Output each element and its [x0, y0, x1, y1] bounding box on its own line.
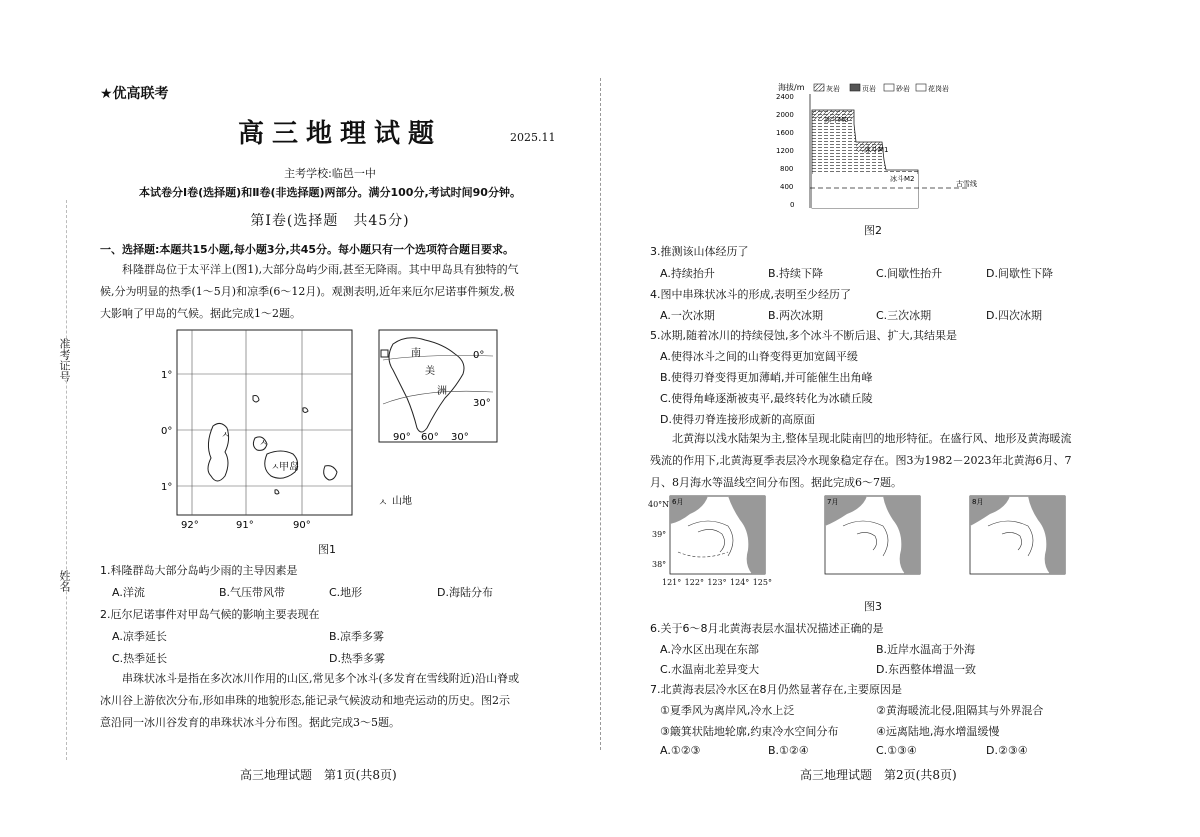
q7-item-1: ①夏季风为离岸风,冷水上泛	[660, 704, 795, 717]
q1-option-c[interactable]: C.地形	[329, 586, 363, 599]
name-label: 姓名	[58, 570, 71, 592]
island	[253, 396, 259, 403]
instructions: 本试卷分Ⅰ卷(选择题)和Ⅱ卷(非选择题)两部分。满分100分,考试时间90分钟。	[139, 186, 521, 199]
fig3-month-june: 6月	[672, 498, 684, 506]
fig3-axis-labels	[648, 492, 1098, 592]
fig2-legend-granite: 花岗岩	[928, 85, 949, 93]
fig2-y-0: 0	[790, 201, 795, 209]
q1-option-a[interactable]: A.洋流	[112, 586, 145, 599]
fig2-y-1200: 1200	[776, 147, 794, 155]
q1-option-d[interactable]: D.海陆分布	[437, 586, 493, 599]
fig3-lon-125: 125°	[752, 578, 772, 587]
passage-line: 月、8月海水等温线空间分布图。据此完成6～7题。	[650, 476, 902, 489]
fig3-month-july: 7月	[827, 498, 839, 506]
fig3-lon-124: 124°	[730, 578, 750, 587]
fig3-lon-123: 123°	[707, 578, 727, 587]
q1-option-b[interactable]: B.气压带风带	[219, 586, 286, 599]
inset-label-nan: 南	[411, 348, 421, 359]
passage-line: 意沿同一冰川谷发育的串珠状冰斗分布图。据此完成3～5题。	[100, 716, 400, 729]
q5-option-a[interactable]: A.使得冰斗之间的山脊变得更加宽阔平缓	[660, 350, 858, 363]
fig2-y-2000: 2000	[776, 111, 794, 119]
page-title: 高三地理试题	[238, 119, 443, 149]
exam-date: 2025.11	[510, 131, 556, 144]
passage-line: 串珠状冰斗是指在多次冰川作用的山区,常见多个冰斗(多发育在雪线附近)沿山脊或	[122, 672, 520, 685]
question-6-stem: 6.关于6～8月北黄海表层水温状况描述正确的是	[650, 622, 884, 635]
q4-option-a[interactable]: A.一次冰期	[660, 309, 715, 322]
passage-line: 北黄海以浅水陆架为主,整体呈现北陡南凹的地形特征。在盛行风、地形及黄海暖流	[672, 432, 1072, 445]
figure-2-caption: 图2	[864, 224, 882, 237]
island	[303, 408, 308, 413]
passage-line: 残流的作用下,北黄海夏季表层冷水现象稳定存在。图3为1982－2023年北黄海6月、7	[650, 454, 1072, 467]
fig1-lat-0: 0°	[161, 426, 173, 437]
q2-option-c[interactable]: C.热季延长	[112, 652, 168, 665]
island	[324, 466, 337, 480]
fig2-legend-sandstone: 砂岩	[896, 85, 910, 93]
q6-option-a[interactable]: A.冷水区出现在东部	[660, 643, 759, 656]
passage-1	[100, 259, 565, 325]
question-1-stem: 1.科隆群岛大部分岛屿少雨的主导因素是	[100, 564, 298, 577]
q7-option-b[interactable]: B.①②④	[768, 744, 809, 757]
exam-id-label: 准考证号	[58, 338, 71, 382]
fig2-cirque-m2: 冰斗M2	[890, 175, 915, 183]
q2-option-a[interactable]: A.凉季延长	[112, 630, 167, 643]
part-heading: 第Ⅰ卷(选择题 共45分)	[250, 213, 410, 229]
q3-option-d[interactable]: D.间歇性下降	[986, 267, 1053, 280]
inset-label-mei: 美	[425, 366, 435, 377]
q3-option-b[interactable]: B.持续下降	[768, 267, 824, 280]
q7-option-c[interactable]: C.①③④	[876, 744, 917, 757]
fig2-y-axis-label: 海拔/m	[778, 83, 805, 92]
q5-option-d[interactable]: D.使得刃脊连接形成新的高原面	[660, 413, 815, 426]
fig3-lon-row	[662, 578, 772, 587]
figure-2-profile	[770, 80, 1000, 220]
fig2-y-400: 400	[780, 183, 794, 191]
fig2-snowline-label: 古雪线	[956, 180, 977, 188]
question-7-stem: 7.北黄海表层冷水区在8月仍然显著存在,主要原因是	[650, 683, 902, 696]
passage-line: 大影响了甲岛的气候。据此完成1～2题。	[100, 307, 301, 320]
q7-item-4: ④远离陆地,海水增温缓慢	[876, 725, 1000, 738]
fig2-legend-limestone: 灰岩	[826, 85, 840, 93]
q4-option-b[interactable]: B.两次冰期	[768, 309, 824, 322]
question-3-stem: 3.推测该山体经历了	[650, 245, 749, 258]
q4-option-d[interactable]: D.四次冰期	[986, 309, 1042, 322]
host-school: 主考学校:临邑一中	[284, 167, 376, 180]
passage-line: 候,分为明显的热季(1～5月)和凉季(6～12月)。观测表明,近年来厄尔尼诺事件频发,极	[100, 285, 515, 298]
passage-line: 科隆群岛位于太平洋上(图1),大部分岛屿少雨,甚至无降雨。其中甲岛具有独特的气	[122, 263, 519, 276]
fig2-y-1600: 1600	[776, 129, 794, 137]
question-4-stem: 4.图中串珠状冰斗的形成,表明至少经历了	[650, 288, 851, 301]
section-heading: 一、选择题:本题共15小题,每小题3分,共45分。每小题只有一个选项符合题目要求。	[100, 243, 515, 256]
island	[275, 490, 279, 494]
fig2-cirque-m1: 冰斗M1	[864, 146, 889, 154]
svg-text:ㅅ: ㅅ	[271, 463, 280, 473]
inset-lat-30: 30°	[473, 398, 491, 409]
q6-option-b[interactable]: B.近岸水温高于外海	[876, 643, 976, 656]
q7-item-3: ③簸箕状陆地轮廓,约束冷水空间分布	[660, 725, 839, 738]
question-5-stem: 5.冰期,随着冰川的持续侵蚀,多个冰斗不断后退、扩大,其结果是	[650, 329, 957, 342]
fig2-legend-shale: 页岩	[862, 85, 876, 93]
footer-left: 高三地理试题 第1页(共8页)	[240, 768, 397, 782]
q7-item-2: ②黄海暖流北侵,阻隔其与外界混合	[876, 704, 1044, 717]
fig3-lat-38: 38°	[652, 560, 667, 569]
fig1-lat-1s: 1°	[161, 482, 173, 493]
inset-lon-30: 30°	[451, 432, 469, 443]
fig1-lon-92: 92°	[181, 520, 199, 531]
q5-option-c[interactable]: C.使得角峰逐渐被夷平,最终转化为冰碛丘陵	[660, 392, 873, 405]
fig2-y-2400: 2400	[776, 93, 794, 101]
fig1-lon-90: 90°	[293, 520, 311, 531]
inset-lon-60: 60°	[421, 432, 439, 443]
q5-option-b[interactable]: B.使得刃脊变得更加薄峭,并可能催生出角峰	[660, 371, 873, 384]
q2-option-b[interactable]: B.凉季多雾	[329, 630, 385, 643]
inset-label-zhou: 洲	[437, 386, 447, 397]
inset-lat-0: 0°	[473, 350, 485, 361]
fig3-month-august: 8月	[972, 498, 984, 506]
page-divider	[600, 78, 601, 750]
figure-3-caption: 图3	[864, 600, 882, 613]
fig2-y-800: 800	[780, 165, 794, 173]
fig3-lat-40: 40°N	[648, 500, 670, 509]
fig1-lon-91: 91°	[236, 520, 254, 531]
svg-text:ㅅ: ㅅ	[378, 498, 388, 509]
fig3-lon-121: 121°	[662, 578, 682, 587]
q6-option-d[interactable]: D.东西整体增温一致	[876, 663, 976, 676]
svg-text:ㅅ: ㅅ	[259, 439, 268, 449]
fig1-lat-1: 1°	[161, 370, 173, 381]
q4-option-c[interactable]: C.三次冰期	[876, 309, 932, 322]
q3-option-a[interactable]: A.持续抬升	[660, 267, 715, 280]
island-jia-label: 甲岛	[279, 462, 299, 473]
fig3-lat-39: 39°	[652, 530, 667, 539]
passage-2	[100, 668, 565, 734]
fig3-lon-122: 122°	[684, 578, 704, 587]
svg-text:ㅅ: ㅅ	[221, 431, 230, 441]
figure-1-map	[155, 326, 500, 536]
question-2-stem: 2.厄尔尼诺事件对甲岛气候的影响主要表现在	[100, 608, 320, 621]
passage-3	[650, 428, 1120, 494]
q7-option-d[interactable]: D.②③④	[986, 744, 1028, 757]
q3-option-c[interactable]: C.间歇性抬升	[876, 267, 943, 280]
binding-line	[66, 200, 67, 760]
figure-1-caption: 图1	[318, 543, 336, 556]
inset-lon-90: 90°	[393, 432, 411, 443]
passage-line: 冰川谷上游依次分布,形如串珠的地貌形态,能记录气候波动和地壳运动的历史。图2示	[100, 694, 510, 707]
footer-right: 高三地理试题 第2页(共8页)	[800, 768, 957, 782]
fig2-cirque-m0: 冰斗M0	[824, 116, 849, 124]
q6-option-c[interactable]: C.水温南北差异变大	[660, 663, 760, 676]
exam-badge: ★优高联考	[100, 86, 169, 102]
q7-option-a[interactable]: A.①②③	[660, 744, 701, 757]
fig1-legend-mountain: 山地	[392, 496, 412, 507]
q2-option-d[interactable]: D.热季多雾	[329, 652, 385, 665]
